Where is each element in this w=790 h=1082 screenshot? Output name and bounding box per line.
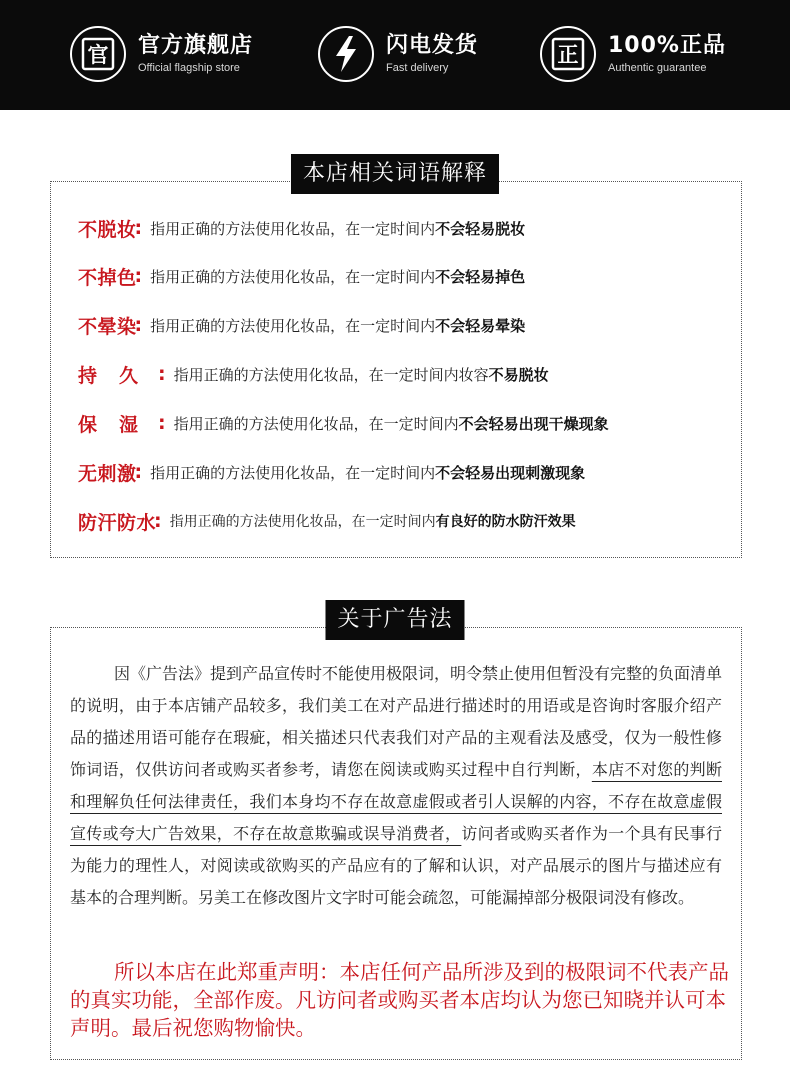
term-row: 持久 : 指用正确的方法使用化妆品，在一定时间内妆容 不易脱妆	[78, 359, 549, 389]
badge-subtitle: Fast delivery	[386, 62, 449, 74]
term-row: 不晕染 : 指用正确的方法使用化妆品，在一定时间内 不会轻易晕染	[78, 310, 525, 340]
declaration-notice: 所以本店在此郑重声明：本店任何产品所涉及到的极限词不代表产品的真实功能，全部作废。凡访问者或购买者本店均认为您已知晓并认可本声明。最后祝您购物愉快。	[70, 960, 729, 1040]
zheng-seal-icon	[540, 26, 596, 82]
badge-official-store	[70, 22, 253, 86]
badge-title: 官方旗舰店	[138, 33, 254, 58]
section-title-terms: 本店相关词语解释	[291, 154, 499, 194]
badge-title: 闪电发货	[386, 33, 479, 58]
term-description: 指用正确的方法使用化妆品，在一定时间内	[150, 316, 436, 335]
ad-law-paragraph: 因《广告法》提到产品宣传时不能使用极限词，明令禁止使用但暂没有完整的负面清单的说明，由于本店铺产品较多，我们美工在对产品进行描述时的用语或是咨询时客服介绍产品的描述用语可能存在瑕疵，相关描述只代表我们对产品的主观看法及感受，仅为一般性修饰词语，仅供访问者或购买者参考，请您在阅读或购买过程中自行判断，本店不对您的判断和理解负任何法律责任，我们本身均不存在故意虚假或者引人误解的内容，不存在故意虚假宣传或夸大广告效果，不存在故意欺骗或误导消费者，访问者或购买者作为一个具有民事行为能力的理性人，对阅读或欲购买的产品应有的了解和认识，对产品展示的图片与描述应有基本的合理判断。另美工在修改图片文字时可能会疏忽，可能漏掉部分极限词没有修改。	[70, 664, 723, 907]
term-label: 不晕染	[78, 315, 137, 338]
badge-subtitle: Official flagship store	[138, 62, 240, 74]
term-label: 无刺激	[78, 462, 137, 485]
term-row: 无刺激 : 指用正确的方法使用化妆品，在一定时间内 不会轻易出现刺激现象	[78, 457, 585, 487]
term-description: 指用正确的方法使用化妆品，在一定时间内	[150, 463, 436, 482]
term-description: 指用正确的方法使用化妆品，在一定时间内	[169, 514, 436, 530]
term-description: 指用正确的方法使用化妆品，在一定时间内	[173, 414, 459, 433]
badge-title: 100%正品	[608, 33, 726, 58]
term-row: 不脱妆 : 指用正确的方法使用化妆品，在一定时间内 不会轻易脱妆	[78, 213, 525, 243]
guan-seal-icon	[70, 26, 126, 82]
svg-text:官: 官	[87, 43, 109, 67]
term-label: 不脱妆	[78, 218, 137, 241]
term-emphasis: 有良好的防水防汗效果	[435, 514, 576, 530]
term-emphasis: 不会轻易掉色	[435, 267, 526, 286]
term-emphasis: 不会轻易脱妆	[435, 219, 526, 238]
term-description: 指用正确的方法使用化妆品，在一定时间内	[150, 219, 436, 238]
badge-fast-delivery	[318, 22, 478, 86]
term-label: 防汗防水	[78, 511, 157, 534]
term-emphasis: 不会轻易出现刺激现象	[435, 463, 586, 482]
term-emphasis: 不会轻易出现干燥现象	[458, 414, 609, 433]
term-label: 保湿	[78, 413, 161, 436]
term-emphasis: 不会轻易晕染	[435, 316, 526, 335]
term-row: 不掉色 : 指用正确的方法使用化妆品，在一定时间内 不会轻易掉色	[78, 261, 525, 291]
term-row: 保湿 : 指用正确的方法使用化妆品，在一定时间内 不会轻易出现干燥现象	[78, 408, 609, 438]
svg-text:正: 正	[557, 43, 579, 67]
disclaimer-underlined: 本店不对您的判断和理解负任何法律责任，我们本身均不存在故意虚假或者引人误解的内容，不存在故意虚假宣传或夸大广告效果，不存在故意欺骗或误导消费者，	[70, 760, 722, 843]
term-row: 防汗防水 : 指用正确的方法使用化妆品，在一定时间内 有良好的防水防汗效果	[78, 506, 576, 536]
badge-subtitle: Authentic guarantee	[608, 62, 707, 74]
top-banner	[0, 0, 790, 110]
lightning-icon	[318, 26, 374, 82]
term-emphasis: 不易脱妆	[488, 365, 549, 384]
section-title-ad-law: 关于广告法	[325, 600, 464, 640]
term-label: 不掉色	[78, 266, 137, 289]
term-label: 持久	[78, 364, 161, 387]
term-description: 指用正确的方法使用化妆品，在一定时间内	[150, 267, 436, 286]
term-description: 指用正确的方法使用化妆品，在一定时间内妆容	[173, 365, 489, 384]
badge-authentic	[540, 22, 726, 86]
